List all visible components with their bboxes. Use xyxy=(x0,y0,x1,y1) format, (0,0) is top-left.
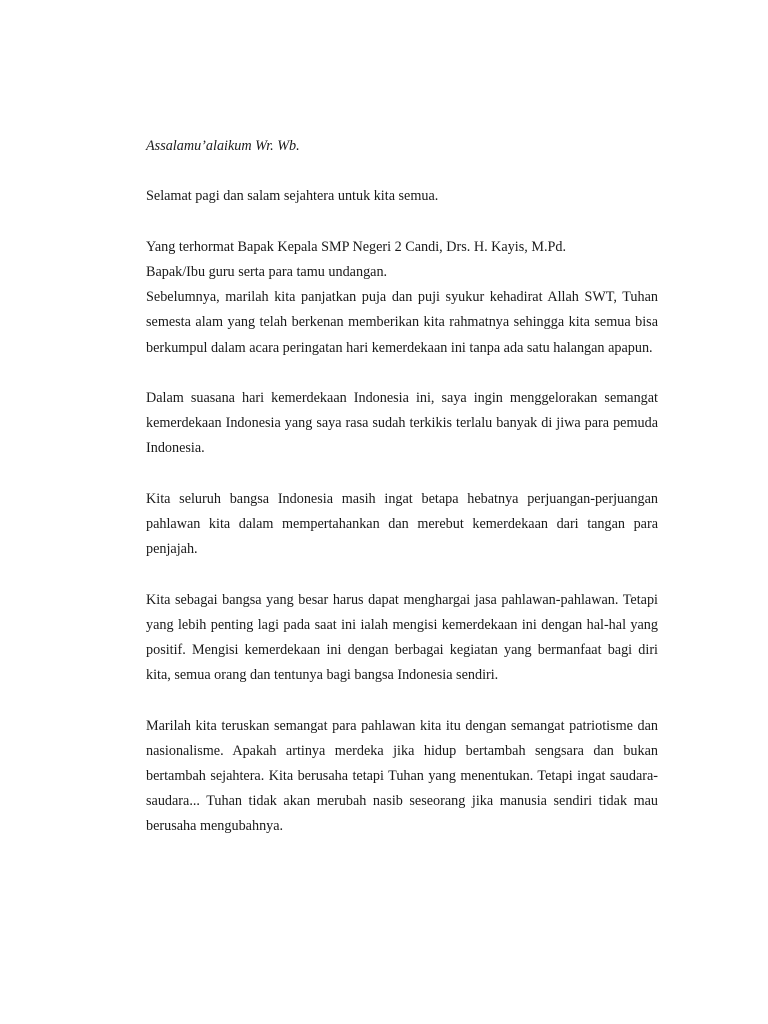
spacer xyxy=(146,688,658,713)
document-body xyxy=(146,134,658,840)
paragraph: Kita seluruh bangsa Indonesia masih ingat betapa hebatnya perjuangan-perjuangan pahlawan kita dalam mempertahankan dan merebut kemerdekaan dari tangan para penjajah. xyxy=(146,490,658,558)
paragraph: Dalam suasana hari kemerdekaan Indonesia ini, saya ingin menggelorakan semangat kemerdekaan Indonesia yang saya rasa sudah terkikis terlalu banyak di jiwa para pemuda Indonesia. xyxy=(146,389,658,457)
paragraph: Kita sebagai bangsa yang besar harus dapat menghargai jasa pahlawan-pahlawan. Tetapi yang lebih penting lagi pada saat ini ialah mengisi kemerdekaan ini dengan hal-hal yang positif. Mengisi kemerdekaan ini dengan berbagai kegiatan yang bermanfaat bagi diri kita, semua orang dan tentunya bagi bangsa Indonesia sendiri. xyxy=(146,591,658,684)
spacer xyxy=(146,361,658,386)
paragraph: Marilah kita teruskan semangat para pahlawan kita itu dengan semangat patriotisme dan nasionalisme. Apakah artinya merdeka jika hidup bertambah sengsara dan bukan bertambah sejahtera. Kita berusaha tetapi Tuhan yang menentukan. Tetapi ingat saudara-saudara... Tuhan tidak akan merubah nasib seseorang jika manusia sendiri tidak mau berusaha mengubahnya. xyxy=(146,717,658,835)
spacer xyxy=(146,210,658,235)
spacer xyxy=(146,462,658,487)
opening-line: Selamat pagi dan salam sejahtera untuk kita semua. xyxy=(146,188,439,205)
greeting: Assalamu’alaikum Wr. Wb. xyxy=(146,138,300,154)
paragraph: Sebelumnya, marilah kita panjatkan puja dan puji syukur kehadirat Allah SWT, Tuhan semesta alam yang telah berkenan memberikan kita rahmatnya sehingga kita semua bisa berkumpul dalam acara peringatan hari kemerdekaan ini tanpa ada satu halangan apapun. xyxy=(146,289,658,356)
honorific-line: Bapak/Ibu guru serta para tamu undangan. xyxy=(146,263,388,280)
spacer xyxy=(146,159,658,184)
honorific-line: Yang terhormat Bapak Kepala SMP Negeri 2 Candi, Drs. H. Kayis, M.Pd. xyxy=(146,238,567,255)
spacer xyxy=(146,562,658,587)
